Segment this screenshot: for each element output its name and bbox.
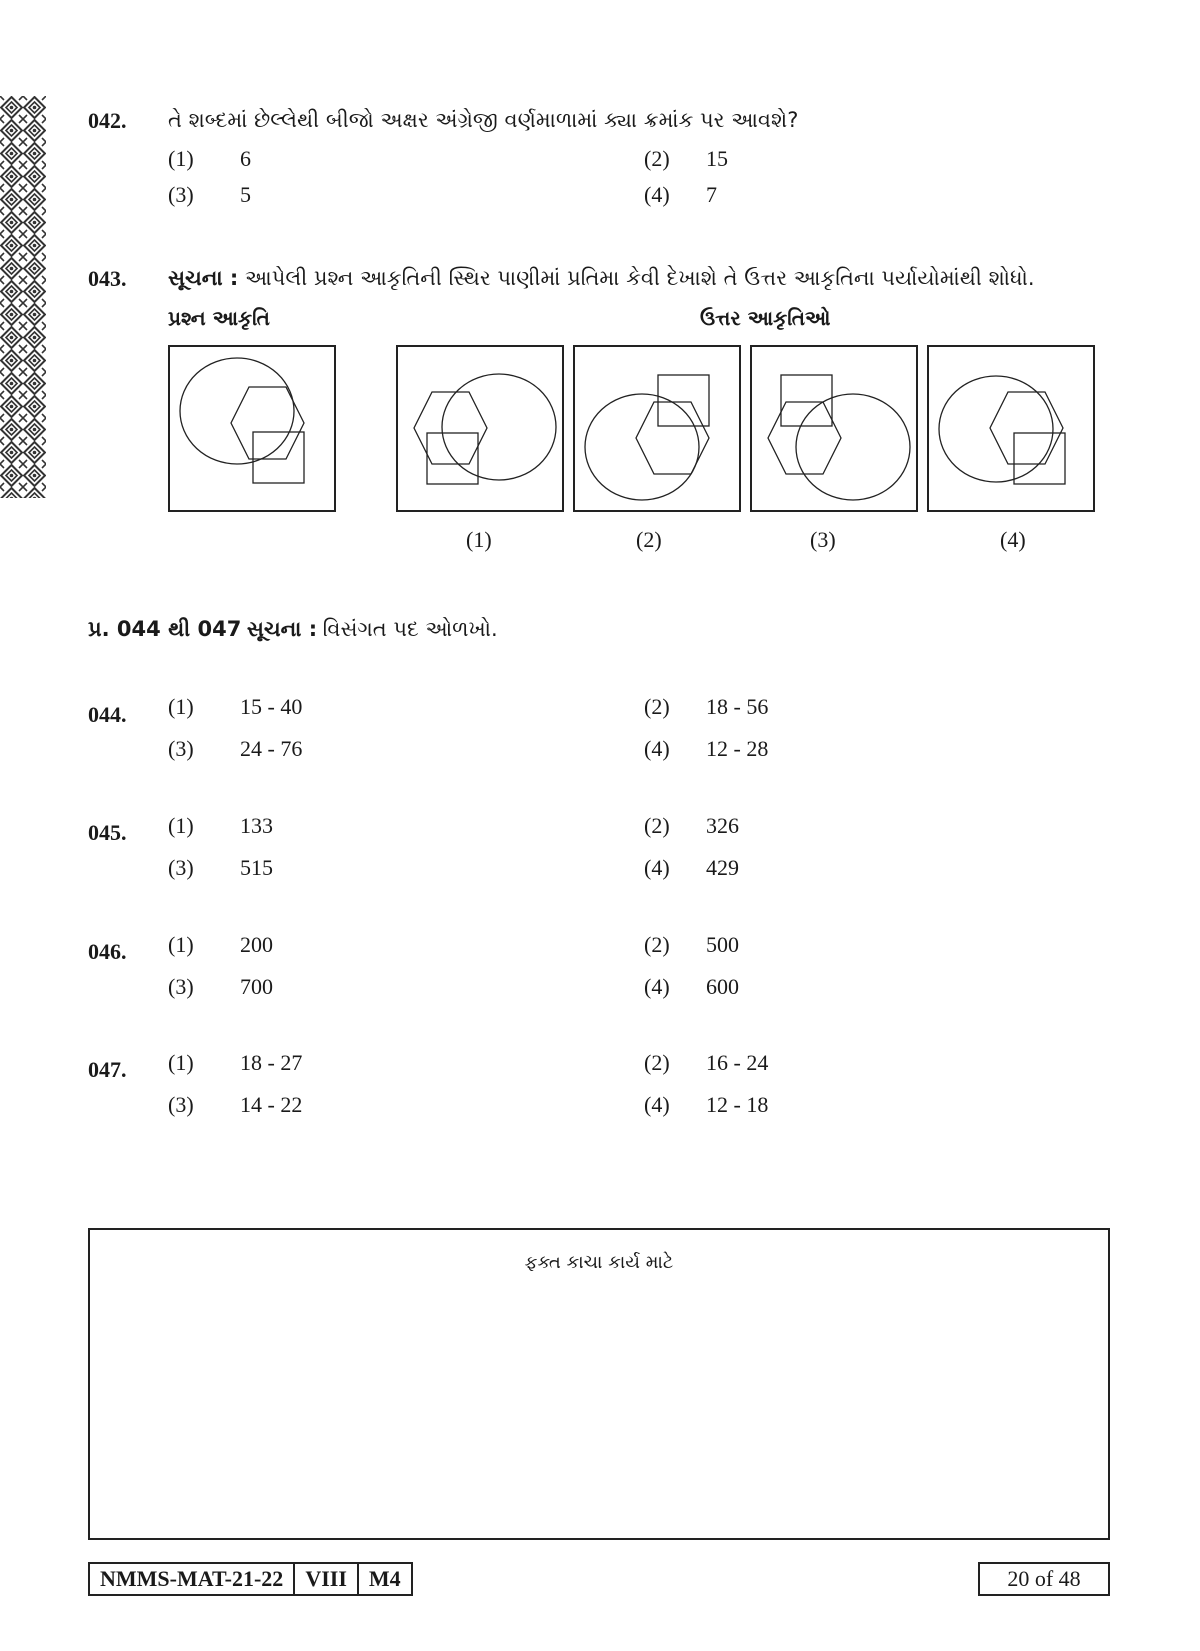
answer-figure-2[interactable] xyxy=(573,345,741,512)
question-number: 042. xyxy=(88,108,127,133)
option-value: 14 - 22 xyxy=(240,1092,303,1117)
question-number: 043. xyxy=(88,266,127,291)
option-number: (3) xyxy=(168,855,194,880)
option-number: (1) xyxy=(168,932,194,957)
option-number: (2) xyxy=(644,813,670,838)
option-value: 6 xyxy=(240,146,251,171)
option-number: (2) xyxy=(644,1050,670,1075)
option-number: (4) xyxy=(644,182,670,207)
option-value: 16 - 24 xyxy=(706,1050,769,1075)
option-value: 12 - 28 xyxy=(706,736,769,761)
answer-label-1: (1) xyxy=(466,527,492,552)
option-number: (4) xyxy=(644,1092,670,1117)
option-value: 18 - 27 xyxy=(240,1050,303,1075)
option-value: 200 xyxy=(240,932,273,957)
option-number: (4) xyxy=(644,736,670,761)
decorative-border-strip xyxy=(0,96,46,498)
set-code: M4 xyxy=(368,1566,401,1591)
question-figure-label: પ્રશ્ન આકૃતિ xyxy=(168,306,270,330)
option-value: 7 xyxy=(706,182,717,207)
question-text: તે શબ્દમાં છેલ્લેથી બીજો અક્ષર અંગ્રેજી વર્ણમાળામાં ક્યા ક્રમાંક પર આવશે? xyxy=(168,108,799,132)
answer-label-3: (3) xyxy=(810,527,836,552)
option-number: (2) xyxy=(644,146,670,171)
question-number: 045. xyxy=(88,820,127,845)
section-instruction-label: સૂચના : xyxy=(246,617,318,641)
option-value: 24 - 76 xyxy=(240,736,303,761)
question-number: 044. xyxy=(88,702,127,727)
option-value: 12 - 18 xyxy=(706,1092,769,1117)
page-number: 20 of 48 xyxy=(978,1562,1110,1596)
section-instruction xyxy=(88,616,498,642)
option-value: 700 xyxy=(240,974,273,999)
answer-figure-3[interactable] xyxy=(750,345,918,512)
option-number: (1) xyxy=(168,813,194,838)
option-value: 15 - 40 xyxy=(240,694,303,719)
option-value: 500 xyxy=(706,932,739,957)
option-number: (1) xyxy=(168,694,194,719)
option-value: 326 xyxy=(706,813,739,838)
option-number: (3) xyxy=(168,736,194,761)
option-number: (3) xyxy=(168,974,194,999)
rough-work-title: ફક્ત કાચા કાર્ય માટે xyxy=(524,1252,674,1273)
option-number: (1) xyxy=(168,146,194,171)
option-value: 429 xyxy=(706,855,739,880)
question-number: 046. xyxy=(88,939,127,964)
option-number: (4) xyxy=(644,855,670,880)
answer-figures-label: ઉત્તર આકૃતિઓ xyxy=(700,306,831,330)
option-number: (1) xyxy=(168,1050,194,1075)
answer-figure-1[interactable] xyxy=(396,345,564,512)
paper-code: NMMS-MAT-21-22 xyxy=(90,1564,295,1594)
answer-label-4: (4) xyxy=(1000,527,1026,552)
footer-code-box xyxy=(88,1562,413,1596)
option-value: 133 xyxy=(240,813,273,838)
option-number: (3) xyxy=(168,1092,194,1117)
option-number: (2) xyxy=(644,932,670,957)
answer-label-2: (2) xyxy=(636,527,662,552)
option-value: 5 xyxy=(240,182,251,207)
option-number: (3) xyxy=(168,182,194,207)
instruction-label: સૂચના : xyxy=(168,266,239,290)
standard: VIII xyxy=(295,1564,359,1594)
option-value: 15 xyxy=(706,146,728,171)
section-prefix: પ્ર. 044 થી 047 xyxy=(88,617,242,641)
answer-figure-4[interactable] xyxy=(927,345,1095,512)
option-value: 515 xyxy=(240,855,273,880)
instruction-text: આપેલી પ્રશ્ન આકૃતિની સ્થિર પાણીમાં પ્રતિમા કેવી દેખાશે તે ઉત્તર આકૃતિના પર્યાયોમાંથી શોધો. xyxy=(245,266,1035,290)
option-number: (2) xyxy=(644,694,670,719)
option-value: 600 xyxy=(706,974,739,999)
section-instruction-text: વિસંગત પદ ઓળખો. xyxy=(322,617,498,641)
question-instruction xyxy=(168,266,1035,291)
rough-work-box xyxy=(88,1228,1110,1540)
question-figure xyxy=(168,345,336,512)
option-value: 18 - 56 xyxy=(706,694,769,719)
option-number: (4) xyxy=(644,974,670,999)
question-number: 047. xyxy=(88,1057,127,1082)
